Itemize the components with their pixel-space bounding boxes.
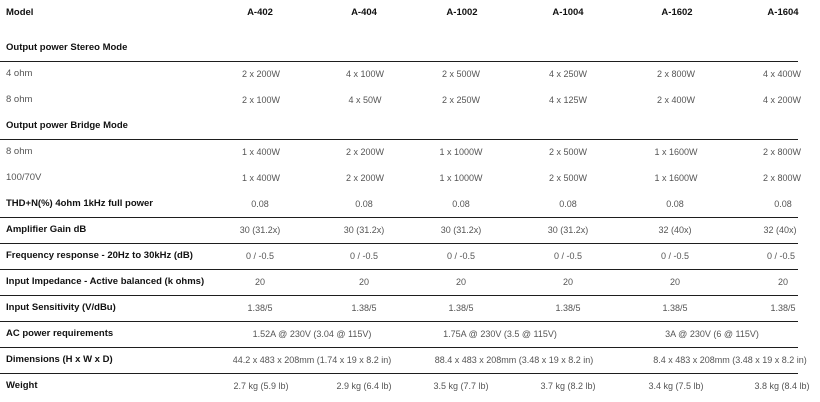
cell: 0 / -0.5	[349, 251, 379, 261]
row-label: Weight	[6, 380, 38, 391]
cell: 1.38/5	[770, 303, 796, 313]
cell: 1 x 1000W	[439, 147, 483, 157]
cell: 0 / -0.5	[553, 251, 583, 261]
model-a1004: A-1004	[552, 7, 584, 18]
model-a1002: A-1002	[446, 7, 478, 18]
cell: 3.5 kg (7.7 lb)	[433, 381, 489, 391]
cell: 0.08	[774, 199, 792, 209]
cell: 4 x 50W	[348, 95, 382, 105]
cell: 3.7 kg (8.2 lb)	[540, 381, 596, 391]
input-sensitivity-row	[0, 295, 798, 322]
cell: 32 (40x)	[658, 225, 692, 235]
cell: 1 x 400W	[241, 173, 281, 183]
cell: 4 x 100W	[345, 69, 385, 79]
header-row	[0, 0, 798, 26]
cell: 2 x 400W	[656, 95, 696, 105]
cell: 30 (31.2x)	[239, 225, 281, 235]
cell: 0 / -0.5	[660, 251, 690, 261]
cell: 3.8 kg (8.4 lb)	[754, 381, 810, 391]
row-label: AC power requirements	[6, 328, 114, 339]
cell: 0 / -0.5	[446, 251, 476, 261]
cell: 1.38/5	[662, 303, 688, 313]
row-label: Input Sensitivity (V/dBu)	[6, 302, 116, 313]
table-row	[0, 87, 802, 113]
cell: 2 x 500W	[441, 69, 481, 79]
cell: 1.38/5	[351, 303, 377, 313]
bridge-section-title	[0, 113, 798, 140]
cell: 30 (31.2x)	[547, 225, 589, 235]
stereo-section-title	[0, 35, 798, 62]
cell: 2 x 200W	[345, 147, 385, 157]
cell: 44.2 x 483 x 208mm (1.74 x 19 x 8.2 in)	[232, 355, 392, 365]
cell: 8.4 x 483 x 208mm (3.48 x 19 x 8.2 in)	[653, 355, 807, 365]
cell: 1 x 1600W	[654, 173, 698, 183]
cell: 20	[455, 277, 467, 287]
row-label: Amplifier Gain dB	[6, 224, 87, 235]
row-label: Dimensions (H x W x D)	[6, 354, 113, 365]
cell: 4 x 200W	[762, 95, 802, 105]
cell: 20	[358, 277, 370, 287]
cell: 0.08	[251, 199, 269, 209]
cell: 1.75A @ 230V (3.5 @ 115V)	[443, 329, 557, 339]
model-a402: A-402	[247, 7, 273, 18]
row-label: THD+N(%) 4ohm 1kHz full power	[6, 198, 153, 209]
cell: 0 / -0.5	[245, 251, 275, 261]
cell: 2 x 250W	[441, 95, 481, 105]
cell: 20	[777, 277, 789, 287]
model-label: Model	[6, 7, 34, 18]
cell: 3A @ 230V (6 @ 115V)	[665, 329, 759, 339]
cell: 4 x 125W	[548, 95, 588, 105]
frequency-response-row	[0, 243, 798, 270]
cell: 4 x 250W	[548, 69, 588, 79]
row-label: 100/70V	[6, 172, 42, 183]
row-label: Input Impedance - Active balanced (k ohms)	[6, 276, 205, 287]
section-title: Output power Stereo Mode	[6, 42, 128, 53]
cell: 2 x 800W	[762, 173, 802, 183]
dimensions-row	[0, 347, 807, 374]
table-row	[0, 61, 802, 87]
cell: 0.08	[559, 199, 577, 209]
row-label: Frequency response - 20Hz to 30kHz (dB)	[6, 250, 193, 261]
table-row	[0, 139, 802, 165]
cell: 20	[562, 277, 574, 287]
cell: 88.4 x 483 x 208mm (3.48 x 19 x 8.2 in)	[434, 355, 594, 365]
cell: 4 x 400W	[762, 69, 802, 79]
cell: 2.7 kg (5.9 lb)	[233, 381, 289, 391]
section-title: Output power Bridge Mode	[6, 120, 128, 131]
cell: 0.08	[452, 199, 470, 209]
weight-row	[0, 373, 810, 399]
row-label: 4 ohm	[6, 68, 33, 79]
cell: 0 / -0.5	[766, 251, 796, 261]
cell: 1 x 400W	[241, 147, 281, 157]
cell: 2 x 500W	[548, 147, 588, 157]
cell: 2 x 200W	[241, 69, 281, 79]
cell: 1.38/5	[247, 303, 273, 313]
gain-row	[0, 217, 798, 244]
row-label: 8 ohm	[6, 94, 33, 105]
cell: 1.52A @ 230V (3.04 @ 115V)	[252, 329, 372, 339]
cell: 0.08	[666, 199, 684, 209]
row-label: 8 ohm	[6, 146, 33, 157]
cell: 30 (31.2x)	[343, 225, 385, 235]
input-impedance-row	[0, 269, 798, 296]
cell: 32 (40x)	[763, 225, 797, 235]
cell: 0.08	[355, 199, 373, 209]
cell: 2 x 500W	[548, 173, 588, 183]
cell: 20	[254, 277, 266, 287]
model-a1604: A-1604	[767, 7, 799, 18]
cell: 20	[669, 277, 681, 287]
cell: 2 x 800W	[762, 147, 802, 157]
cell: 2.9 kg (6.4 lb)	[336, 381, 392, 391]
cell: 1 x 1000W	[439, 173, 483, 183]
cell: 1.38/5	[555, 303, 581, 313]
cell: 1.38/5	[448, 303, 474, 313]
thd-row	[0, 191, 798, 218]
cell: 3.4 kg (7.5 lb)	[648, 381, 704, 391]
cell: 30 (31.2x)	[440, 225, 482, 235]
ac-power-row	[0, 321, 798, 348]
model-a1602: A-1602	[661, 7, 693, 18]
cell: 1 x 1600W	[654, 147, 698, 157]
cell: 2 x 100W	[241, 95, 281, 105]
cell: 2 x 200W	[345, 173, 385, 183]
cell: 2 x 800W	[656, 69, 696, 79]
table-row	[0, 165, 802, 191]
model-a404: A-404	[351, 7, 377, 18]
